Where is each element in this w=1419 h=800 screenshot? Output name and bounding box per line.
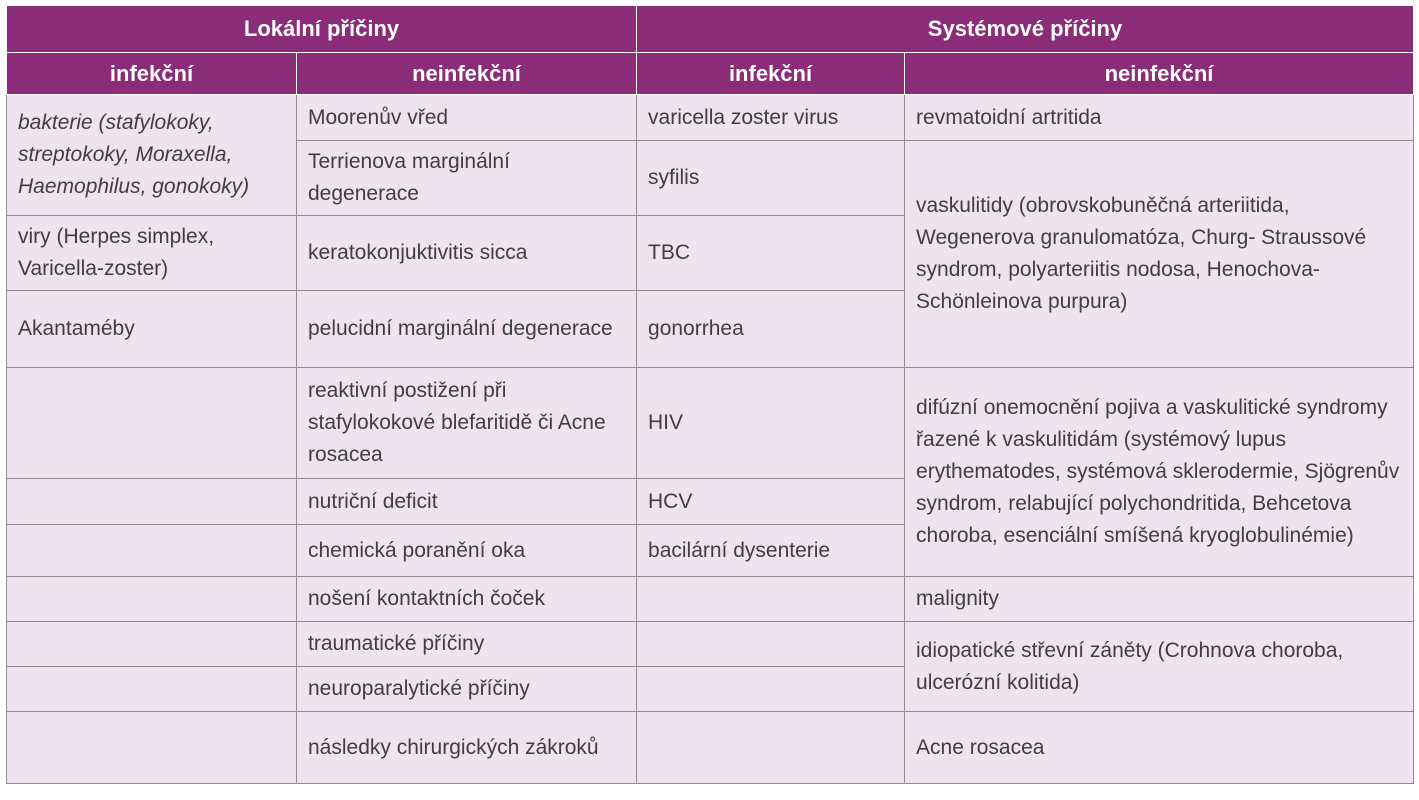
cell-empty bbox=[7, 667, 297, 712]
cell-systemic-noninfectious: revmatoidní artritida bbox=[905, 95, 1414, 141]
cell-local-noninfectious: nutriční deficit bbox=[297, 479, 637, 525]
cell-empty bbox=[7, 368, 297, 479]
table-row bbox=[7, 577, 1414, 622]
cell-local-noninfectious: reaktivní postižení při stafylokokové blefaritidě či Acne rosacea bbox=[297, 368, 637, 479]
table-row bbox=[7, 712, 1414, 784]
cell-empty bbox=[637, 712, 905, 784]
table-row bbox=[7, 95, 1414, 141]
cell-systemic-infectious: HIV bbox=[637, 368, 905, 479]
header-systemic-causes: Systémové příčiny bbox=[637, 6, 1414, 53]
header-row-subgroups bbox=[7, 53, 1414, 95]
cell-empty bbox=[7, 622, 297, 667]
cell-empty bbox=[7, 712, 297, 784]
cell-systemic-noninfectious: malignity bbox=[905, 577, 1414, 622]
cell-systemic-infectious: bacilární dysenterie bbox=[637, 525, 905, 577]
cell-empty bbox=[637, 577, 905, 622]
table-row bbox=[7, 368, 1414, 479]
header-row-groups bbox=[7, 6, 1414, 53]
cell-empty bbox=[637, 667, 905, 712]
header-systemic-infectious: infekční bbox=[637, 53, 905, 95]
cell-systemic-noninfectious: idiopatické střevní záněty (Crohnova choroba, ulcerózní kolitida) bbox=[905, 622, 1414, 712]
cell-empty bbox=[7, 577, 297, 622]
cell-empty bbox=[637, 622, 905, 667]
cell-text-bacteria: bakterie (stafylokoky, streptokoky, Moraxella, Haemophilus, gonokoky) bbox=[18, 111, 250, 198]
cell-systemic-infectious: syfilis bbox=[637, 141, 905, 216]
cell-local-infectious bbox=[7, 95, 297, 216]
cell-systemic-noninfectious: Acne rosacea bbox=[905, 712, 1414, 784]
cell-systemic-infectious: gonorrhea bbox=[637, 291, 905, 368]
cell-systemic-noninfectious: vaskulitidy (obrovskobuněčná arteriitida, Wegenerova granulomatóza, Churg- Straussové syndrom, polyarteriitis nodosa, Henochova-Schönleinova purpura) bbox=[905, 141, 1414, 368]
cell-local-noninfectious: pelucidní marginální degenerace bbox=[297, 291, 637, 368]
cell-systemic-infectious: TBC bbox=[637, 216, 905, 291]
cell-empty bbox=[7, 479, 297, 525]
cell-local-noninfectious: nošení kontaktních čoček bbox=[297, 577, 637, 622]
cell-systemic-noninfectious: difúzní onemocnění pojiva a vaskulitické syndromy řazené k vaskulitidám (systémový lupus erythematodes, systémová sklerodermie, Sjögrenův syndrom, relabující polychondritida, Behcetova choroba, esenciální smíšená kryoglobulinémie) bbox=[905, 368, 1414, 577]
cell-local-noninfectious: keratokonjuktivitis sicca bbox=[297, 216, 637, 291]
table-row bbox=[7, 622, 1414, 667]
header-local-infectious: infekční bbox=[7, 53, 297, 95]
cell-local-noninfectious: následky chirurgických zákroků bbox=[297, 712, 637, 784]
cell-local-noninfectious: chemická poranění oka bbox=[297, 525, 637, 577]
cell-empty bbox=[7, 525, 297, 577]
cell-local-noninfectious: Moorenův vřed bbox=[297, 95, 637, 141]
cell-local-noninfectious: traumatické příčiny bbox=[297, 622, 637, 667]
causes-table bbox=[6, 5, 1414, 784]
cell-systemic-infectious: HCV bbox=[637, 479, 905, 525]
cell-local-noninfectious: Terrienova marginální degenerace bbox=[297, 141, 637, 216]
cell-local-infectious: viry (Herpes simplex, Varicella-zoster) bbox=[7, 216, 297, 291]
header-local-noninfectious: neinfekční bbox=[297, 53, 637, 95]
cell-local-noninfectious: neuroparalytické příčiny bbox=[297, 667, 637, 712]
cell-systemic-infectious: varicella zoster virus bbox=[637, 95, 905, 141]
header-systemic-noninfectious: neinfekční bbox=[905, 53, 1414, 95]
header-local-causes: Lokální příčiny bbox=[7, 6, 637, 53]
cell-local-infectious: Akantaméby bbox=[7, 291, 297, 368]
